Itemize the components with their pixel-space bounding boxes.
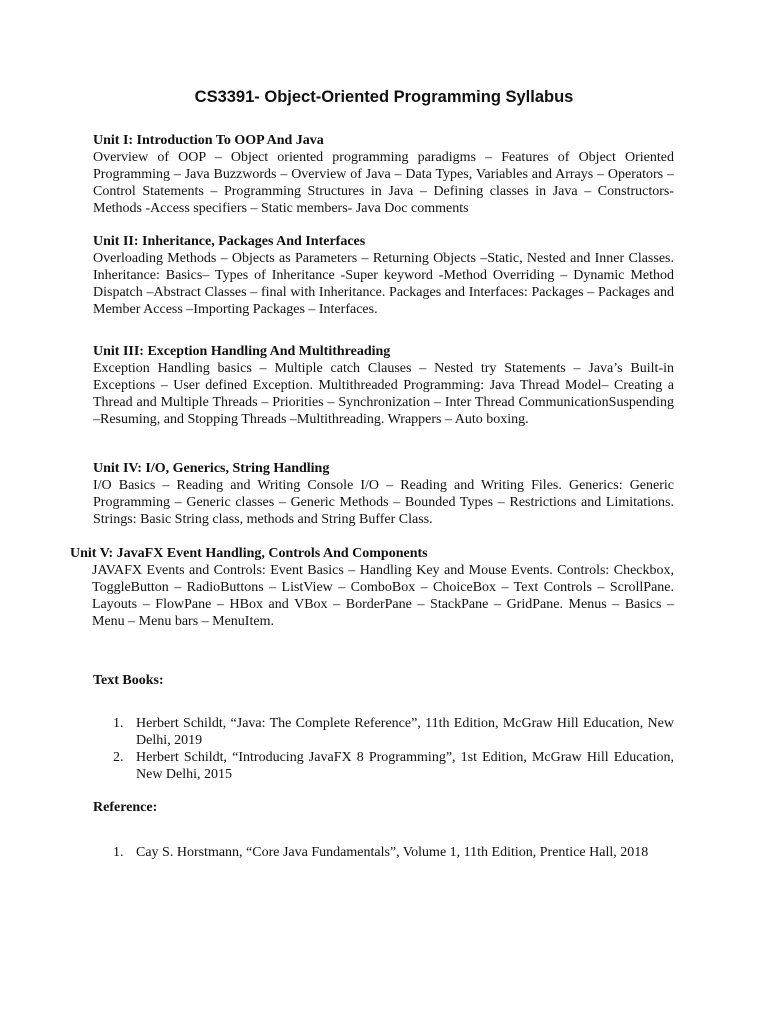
unit-5-heading: Unit V: JavaFX Event Handling, Controls And Components (70, 546, 428, 561)
unit-4-section (93, 460, 674, 528)
unit-3-body: Exception Handling basics – Multiple catch Clauses – Nested try Statements – Java’s Built-in Exceptions – User defined Exception. Multithreaded Programming: Java Thread Model– Creating a Thread and Multiple Threads – Priorities – Synchronization – Inter Thread CommunicationSuspending –Resuming, and Stopping Threads –Multithreading. Wrappers – Auto boxing. (93, 361, 674, 427)
list-item (113, 715, 674, 749)
list-item (113, 844, 674, 861)
unit-3-heading: Unit III: Exception Handling And Multithreading (93, 344, 391, 359)
text-books-heading: Text Books: (93, 673, 164, 688)
list-item-number: 1. (113, 845, 124, 860)
list-item-text: Herbert Schildt, “Java: The Complete Reference”, 11th Edition, McGraw Hill Education, New Delhi, 2019 (136, 716, 674, 748)
list-item-number: 2. (113, 750, 124, 765)
list-item-number: 1. (113, 716, 124, 731)
unit-1-heading: Unit I: Introduction To OOP And Java (93, 133, 324, 148)
unit-2-body: Overloading Methods – Objects as Parameters – Returning Objects –Static, Nested and Inner Classes. Inheritance: Basics– Types of Inheritance -Super keyword -Method Overriding – Dynamic Method Dispatch –Abstract Classes – final with Inheritance. Packages and Interfaces: Packages – Packages and Member Access –Importing Packages – Interfaces. (93, 251, 674, 317)
list-item (113, 749, 674, 783)
list-item-text: Herbert Schildt, “Introducing JavaFX 8 Programming”, 1st Edition, McGraw Hill Education, New Delhi, 2015 (136, 750, 674, 782)
unit-4-body: I/O Basics – Reading and Writing Console I/O – Reading and Writing Files. Generics: Generic Programming – Generic classes – Generic Methods – Bounded Types – Restrictions and Limitations. Strings: Basic String class, methods and String Buffer Class. (93, 478, 674, 527)
unit-1-body: Overview of OOP – Object oriented programming paradigms – Features of Object Oriented Programming – Java Buzzwords – Overview of Java – Data Types, Variables and Arrays – Operators – Control Statements – Programming Structures in Java – Defining classes in Java – Constructors-Methods -Access specifiers – Static members- Java Doc comments (93, 150, 674, 216)
unit-2-heading: Unit II: Inheritance, Packages And Interfaces (93, 234, 366, 249)
page-title: CS3391- Object-Oriented Programming Syllabus (194, 88, 574, 106)
unit-1-section (93, 132, 674, 217)
unit-3-section (93, 343, 674, 428)
reference-heading: Reference: (93, 800, 158, 815)
text-books-list (113, 715, 674, 783)
unit-5-section (70, 545, 674, 630)
unit-4-heading: Unit IV: I/O, Generics, String Handling (93, 461, 330, 476)
unit-5-body: JAVAFX Events and Controls: Event Basics – Handling Key and Mouse Events. Controls: Checkbox, ToggleButton – RadioButtons – ListView – ComboBox – ChoiceBox – Text Controls – ScrollPane. Layouts – FlowPane – HBox and VBox – BorderPane – StackPane – GridPane. Menus – Basics – Menu – Menu bars – MenuItem. (92, 563, 674, 629)
list-item-text: Cay S. Horstmann, “Core Java Fundamentals”, Volume 1, 11th Edition, Prentice Hall, 2018 (136, 845, 649, 860)
unit-2-section (93, 233, 674, 318)
reference-list (113, 844, 674, 861)
